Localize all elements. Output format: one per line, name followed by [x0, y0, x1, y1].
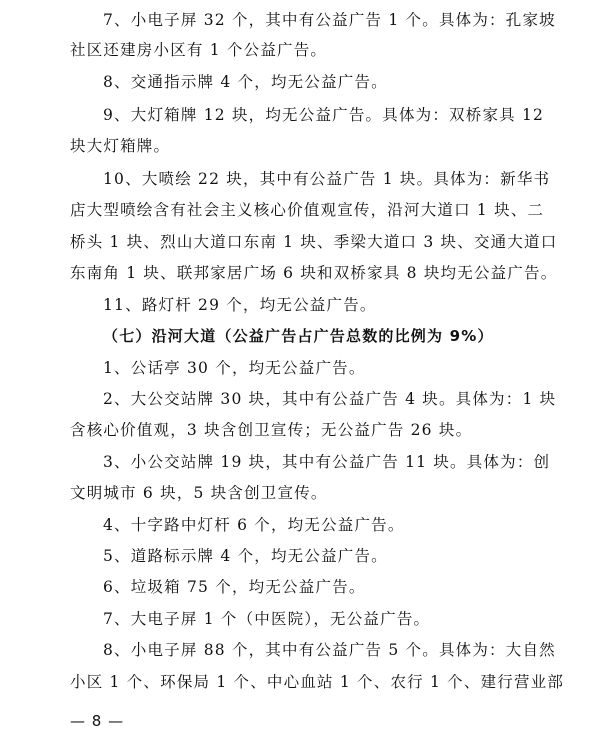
paragraph-line: 块大灯箱牌。 [70, 137, 171, 155]
paragraph-line: 店大型喷绘含有社会主义核心价值观宣传，沿河大道口 1 块、二 [70, 201, 545, 219]
paragraph-line: 3、小公交站牌 19 块，其中有公益广告 11 块。具体为：创 [103, 453, 551, 471]
paragraph-line: 5、道路标示牌 4 个，均无公益广告。 [103, 547, 388, 565]
paragraph-line: 6、垃圾箱 75 个，均无公益广告。 [103, 578, 366, 596]
paragraph-line: 11、路灯杆 29 个，均无公益广告。 [103, 296, 377, 314]
paragraph-line: 10、大喷绘 22 块，其中有公益广告 1 块。具体为：新华书 [103, 170, 551, 188]
paragraph-line: 东南角 1 块、联邦家居广场 6 块和双桥家具 8 块均无公益广告。 [70, 264, 558, 282]
paragraph-line: 9、大灯箱牌 12 块，均无公益广告。具体为：双桥家具 12 [103, 106, 545, 124]
paragraph-line: 小区 1 个、环保局 1 个、中心血站 1 个、农行 1 个、建行营业部 [70, 673, 565, 691]
paragraph-line: 4、十字路中灯杆 6 个，均无公益广告。 [103, 516, 405, 534]
paragraph-line: 2、大公交站牌 30 块，其中有公益广告 4 块。具体为：1 块 [103, 390, 557, 408]
page-number: — 8 — [70, 712, 125, 730]
paragraph-line: 7、小电子屏 32 个，其中有公益广告 1 个。具体为：孔家坡 [103, 11, 556, 29]
paragraph-line: 7、大电子屏 1 个（中医院），无公益广告。 [103, 610, 431, 628]
paragraph-line: 8、交通指示牌 4 个，均无公益广告。 [103, 73, 388, 91]
paragraph-line: 桥头 1 块、烈山大道口东南 1 块、季梁大道口 3 块、交通大道口 [70, 233, 558, 251]
paragraph-line: 文明城市 6 块，5 块含创卫宣传。 [70, 484, 328, 502]
section-heading: （七）沿河大道（公益广告占广告总数的比例为 9%） [103, 327, 494, 345]
paragraph-line: 8、小电子屏 88 个，其中有公益广告 5 个。具体为：大自然 [103, 641, 556, 659]
paragraph-line: 1、公话亭 30 个，均无公益广告。 [103, 359, 366, 377]
paragraph-line: 社区还建房小区有 1 个公益广告。 [70, 41, 328, 59]
paragraph-line: 含核心价值观，3 块含创卫宣传；无公益广告 26 块。 [70, 421, 473, 439]
